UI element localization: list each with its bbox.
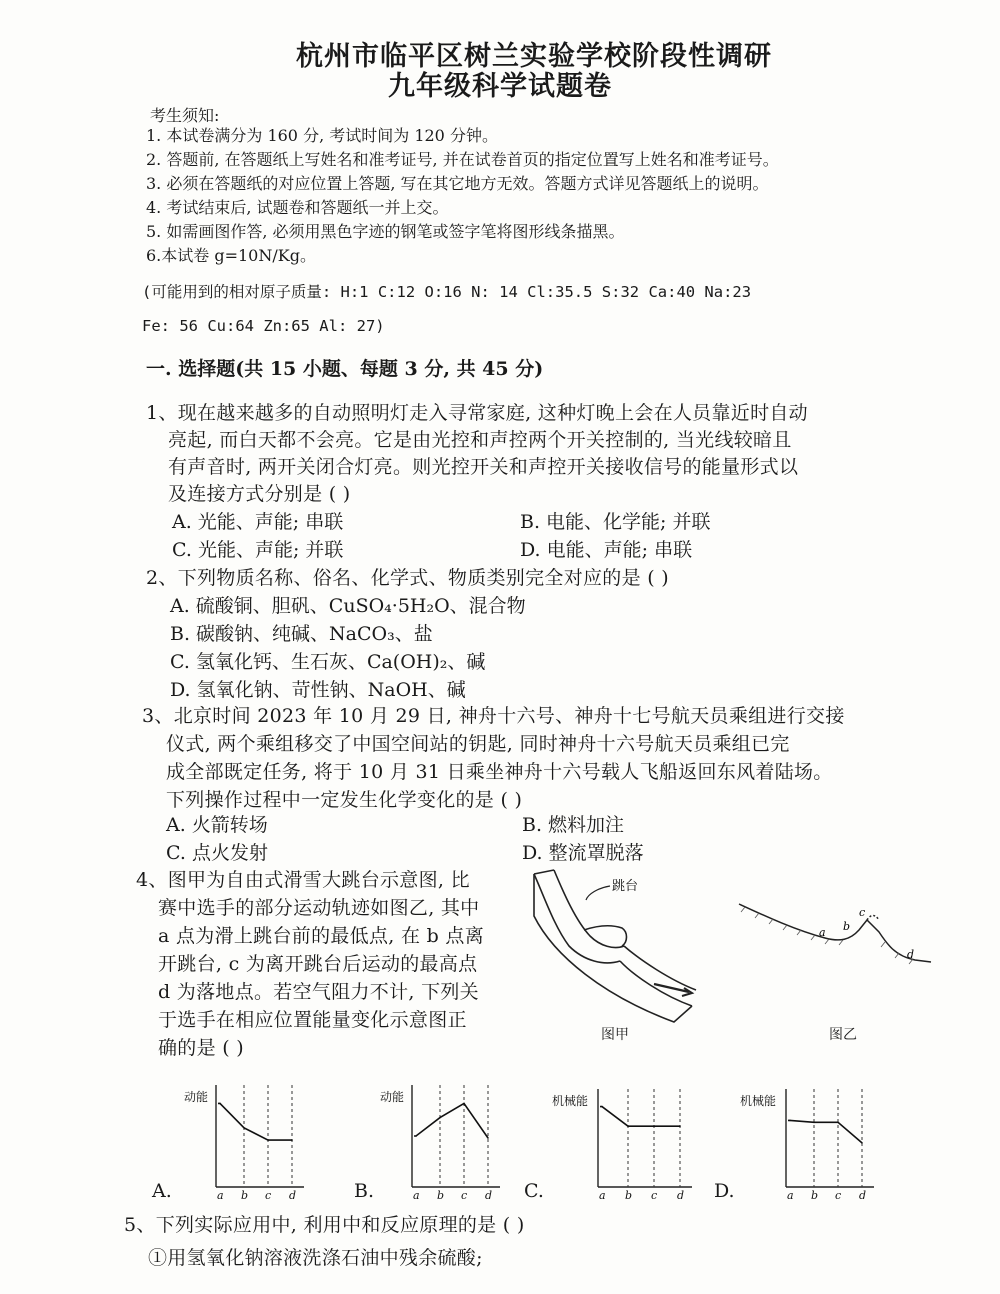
q4-line-7: 确的是 ( ) xyxy=(158,1037,245,1059)
q3-line-1: 3、北京时间 2023 年 10 月 29 日, 神舟十六号、神舟十七号航天员乘组进行交接 xyxy=(142,705,845,727)
energy-point-b xyxy=(243,1127,245,1129)
atomic-mass-line-2: Fe: 56 Cu:64 Zn:65 Al: 27) xyxy=(142,317,385,335)
q3-line-3: 成全部既定任务, 将于 10 月 31 日乘坐神舟十六号载人飞船返回东风着陆场。 xyxy=(166,761,833,783)
fig-jia-label: 图甲 xyxy=(601,1027,629,1043)
q4-line-5: d 为落地点。若空气阻力不计, 下列关 xyxy=(158,981,479,1003)
q1-option-a: A. 光能、声能; 串联 xyxy=(172,511,344,533)
tick-label-a: a xyxy=(599,1189,606,1202)
energy-point-b xyxy=(439,1117,441,1119)
energy-curve xyxy=(788,1120,862,1143)
q2-option-b: B. 碳酸钠、纯碱、NaCO₃、盐 xyxy=(170,623,433,645)
q2-option-a: A. 硫酸铜、胆矾、CuSO₄·5H₂O、混合物 xyxy=(170,595,526,617)
energy-graph-d xyxy=(740,1075,870,1200)
tick-label-c: c xyxy=(265,1189,272,1202)
q1-line-4: 及连接方式分别是 ( ) xyxy=(168,483,351,505)
q1-line-3: 有声音时, 两开关闭合灯亮。则光控开关和声控开关接收信号的能量形式以 xyxy=(168,456,799,478)
point-a: a xyxy=(819,926,826,939)
y-axis-label: 机械能 xyxy=(552,1094,589,1108)
tick-label-d: d xyxy=(677,1189,685,1202)
tick-label-b: b xyxy=(241,1189,249,1202)
energy-point-d xyxy=(679,1125,681,1127)
q4-line-1: 4、图甲为自由式滑雪大跳台示意图, 比 xyxy=(136,869,470,891)
y-axis-label: 动能 xyxy=(184,1090,209,1104)
energy-point-c xyxy=(837,1122,839,1124)
q2-option-d: D. 氢氧化钠、苛性钠、NaOH、碱 xyxy=(170,679,466,701)
tick-label-b: b xyxy=(625,1189,633,1202)
energy-point-b xyxy=(627,1125,629,1127)
notice-item-5: 5. 如需画图作答, 必须用黑色字迹的钢笔或签字笔将图形线条描黑。 xyxy=(146,222,625,241)
energy-curve xyxy=(218,1103,292,1140)
q4-line-4: 开跳台, c 为离开跳台后运动的最高点 xyxy=(158,953,478,975)
jump-label: 跳台 xyxy=(612,879,639,894)
notice-item-2: 2. 答题前, 在答题纸上写姓名和准考证号, 并在试卷首页的指定位置写上姓名和准考证号。 xyxy=(146,150,779,169)
tick-label-c: c xyxy=(835,1189,842,1202)
q4-line-2: 赛中选手的部分运动轨迹如图乙, 其中 xyxy=(158,897,480,919)
q1-line-1: 1、现在越来越多的自动照明灯走入寻常家庭, 这种灯晚上会在人员靠近时自动 xyxy=(146,402,808,424)
graph-b-letter: B. xyxy=(354,1180,375,1202)
energy-graph-c xyxy=(552,1075,685,1202)
q5-item-1: ①用氢氧化钠溶液洗涤石油中残余硫酸; xyxy=(148,1247,483,1269)
title-line-1: 杭州市临平区树兰实验学校阶段性调研 xyxy=(296,41,772,72)
q4-line-3: a 点为滑上跳台前的最低点, 在 b 点离 xyxy=(158,925,484,947)
energy-point-a xyxy=(219,1103,221,1105)
q5-stem: 5、下列实际应用中, 利用中和反应原理的是 ( ) xyxy=(124,1214,525,1236)
energy-graph-b xyxy=(378,1075,493,1202)
q3-option-b: B. 燃料加注 xyxy=(522,814,625,836)
point-c: c xyxy=(859,906,866,919)
energy-point-c xyxy=(653,1125,655,1127)
notice-item-6: 6.本试卷 g=10N/Kg。 xyxy=(146,246,316,265)
q3-line-2: 仪式, 两个乘组移交了中国空间站的钥匙, 同时神舟十六号航天员乘组已完 xyxy=(166,733,790,755)
title-line-2: 九年级科学试题卷 xyxy=(388,71,612,102)
energy-point-d xyxy=(861,1142,863,1144)
tick-label-d: d xyxy=(485,1189,493,1202)
y-axis-label: 机械能 xyxy=(740,1094,777,1108)
energy-point-a xyxy=(789,1120,791,1122)
tick-label-b: b xyxy=(437,1189,445,1202)
notice-item-1: 1. 本试卷满分为 160 分, 考试时间为 120 分钟。 xyxy=(146,126,498,145)
figure-yi-trajectory xyxy=(735,896,935,976)
q3-option-c: C. 点火发射 xyxy=(166,842,268,864)
graph-a-letter: A. xyxy=(152,1180,172,1202)
notice-item-4: 4. 考试结束后, 试题卷和答题纸一并上交。 xyxy=(146,198,449,217)
tick-label-a: a xyxy=(787,1189,794,1202)
q1-option-c: C. 光能、声能; 并联 xyxy=(172,539,344,561)
graph-c-letter: C. xyxy=(524,1180,544,1202)
energy-graph-a xyxy=(180,1075,297,1202)
q3-line-4: 下列操作过程中一定发生化学变化的是 ( ) xyxy=(166,789,523,811)
y-axis-label: 动能 xyxy=(380,1090,405,1104)
fig-yi-label: 图乙 xyxy=(829,1027,857,1043)
tick-label-d: d xyxy=(289,1189,297,1202)
point-b: b xyxy=(843,920,851,933)
tick-label-c: c xyxy=(461,1189,468,1202)
graph-d-letter: D. xyxy=(714,1180,735,1202)
section-heading: 一. 选择题(共 15 小题、每题 3 分, 共 45 分) xyxy=(146,358,544,380)
q1-line-2: 亮起, 而白天都不会亮。它是由光控和声控两个开关控制的, 当光线较暗且 xyxy=(168,429,792,451)
notice-heading: 考生须知: xyxy=(150,106,220,125)
figure-jia-ski-jump xyxy=(524,866,714,1026)
tick-label-a: a xyxy=(413,1189,420,1202)
point-d: d xyxy=(907,948,915,961)
q3-option-a: A. 火箭转场 xyxy=(166,814,268,836)
q2-stem: 2、下列物质名称、俗名、化学式、物质类别完全对应的是 ( ) xyxy=(146,567,669,589)
energy-point-b xyxy=(813,1122,815,1124)
tick-label-a: a xyxy=(217,1189,224,1202)
tick-label-c: c xyxy=(651,1189,658,1202)
q4-line-6: 于选手在相应位置能量变化示意图正 xyxy=(158,1009,467,1031)
energy-curve xyxy=(414,1103,488,1138)
tick-label-d: d xyxy=(859,1189,867,1202)
energy-point-c xyxy=(463,1103,465,1105)
energy-point-d xyxy=(487,1137,489,1139)
q3-option-d: D. 整流罩脱落 xyxy=(522,842,644,864)
q1-option-d: D. 电能、声能; 串联 xyxy=(520,539,693,561)
notice-item-3: 3. 必须在答题纸的对应位置上答题, 写在其它地方无效。答题方式详见答题纸上的说明。 xyxy=(146,174,769,193)
tick-label-b: b xyxy=(811,1189,819,1202)
q1-option-b: B. 电能、化学能; 并联 xyxy=(520,511,711,533)
energy-point-a xyxy=(415,1135,417,1137)
energy-point-d xyxy=(291,1139,293,1141)
energy-curve xyxy=(600,1107,680,1127)
energy-point-a xyxy=(601,1106,603,1108)
atomic-mass-line-1: (可能用到的相对原子质量: H:1 C:12 O:16 N: 14 Cl:35.5 S:32 Ca:40 Na:23 xyxy=(142,283,752,301)
q2-option-c: C. 氢氧化钙、生石灰、Ca(OH)₂、碱 xyxy=(170,651,486,673)
energy-point-c xyxy=(267,1139,269,1141)
